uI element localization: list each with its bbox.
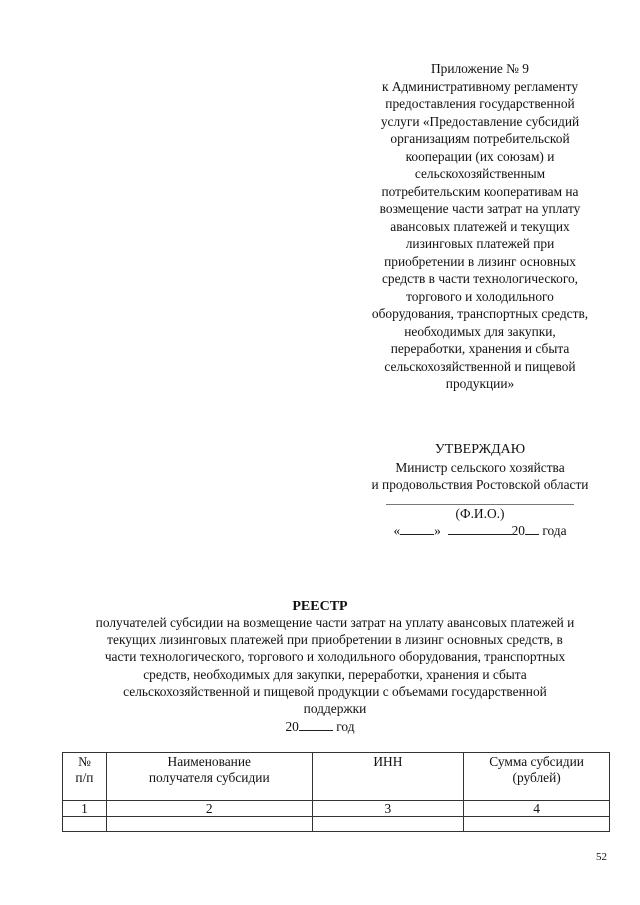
table-header-row bbox=[63, 753, 610, 801]
header-cell-name bbox=[106, 753, 312, 801]
year-suffix: год bbox=[336, 719, 355, 734]
registry-year bbox=[0, 718, 640, 735]
appendix-block bbox=[355, 60, 605, 393]
header-text: п/п bbox=[75, 770, 94, 785]
registry-description-line: сельскохозяйственной и пищевой продукции с объемами государственной bbox=[123, 683, 547, 699]
registry-table bbox=[62, 752, 610, 832]
column-number-cell: 2 bbox=[106, 801, 312, 817]
year-prefix: 20 bbox=[285, 719, 299, 734]
date-suffix: года bbox=[542, 523, 567, 538]
appendix-line: торгового и холодильного bbox=[406, 288, 554, 304]
header-text: получателя субсидии bbox=[148, 770, 270, 785]
header-cell-inn bbox=[312, 753, 464, 801]
registry-description-line: текущих лизинговых платежей при приобретении в лизинг основных средств, в bbox=[107, 632, 563, 648]
header-cell-number bbox=[63, 753, 107, 801]
year-blank bbox=[299, 718, 333, 731]
date-close-quote: » bbox=[434, 523, 441, 538]
registry-title: РЕЕСТР bbox=[292, 599, 348, 614]
page-number: 52 bbox=[596, 851, 607, 863]
appendix-line: сельскохозяйственной и пищевой bbox=[384, 358, 576, 374]
year-blank bbox=[525, 522, 539, 535]
appendix-line: возмещение части затрат на уплату bbox=[379, 201, 581, 216]
registry-description-line: получателей субсидии на возмещение части затрат на уплату авансовых платежей и bbox=[95, 615, 575, 630]
appendix-line: кооперации (их союзам) и bbox=[405, 148, 555, 164]
column-number-cell: 1 bbox=[63, 801, 107, 817]
approval-block bbox=[345, 441, 615, 540]
appendix-line: переработки, хранения и сбыта bbox=[390, 341, 570, 356]
registry-description-line: средств, необходимых для закупки, переработки, хранения и сбыта bbox=[143, 666, 527, 682]
appendix-line: предоставления государственной bbox=[385, 96, 575, 111]
header-text: № bbox=[78, 754, 91, 769]
date-year-prefix: 20 bbox=[511, 523, 525, 538]
appendix-line: лизинговых платежей при bbox=[405, 236, 555, 251]
table-cell bbox=[312, 817, 464, 832]
appendix-line: продукции» bbox=[445, 376, 515, 391]
header-text: ИНН bbox=[373, 754, 403, 769]
column-number-cell: 4 bbox=[464, 801, 610, 817]
appendix-line: авансовых платежей и текущих bbox=[390, 218, 570, 234]
header-text: Сумма субсидии bbox=[489, 754, 584, 769]
appendix-line: сельскохозяйственным bbox=[414, 166, 546, 181]
header-text: Наименование bbox=[167, 754, 251, 769]
approval-organization: и продовольствия Ростовской области bbox=[371, 477, 589, 492]
table-cell bbox=[106, 817, 312, 832]
registry-description bbox=[50, 614, 620, 717]
month-blank bbox=[448, 522, 512, 535]
approval-position: Министр сельского хозяйства bbox=[395, 459, 565, 475]
table-cell bbox=[63, 817, 107, 832]
table-cell bbox=[464, 817, 610, 832]
appendix-line: приобретении в лизинг основных bbox=[384, 253, 576, 269]
registry-description-line: поддержки bbox=[303, 701, 367, 717]
table-number-row bbox=[63, 801, 610, 817]
fio-label: (Ф.И.О.) bbox=[455, 505, 505, 521]
approval-date bbox=[345, 522, 615, 540]
registry-description-line: части технологического, торгового и холодильного оборудования, транспортных bbox=[104, 649, 566, 665]
header-text: (рублей) bbox=[512, 770, 561, 785]
appendix-line: организациям потребительской bbox=[390, 131, 570, 146]
day-blank bbox=[400, 522, 434, 535]
header-cell-amount bbox=[464, 753, 610, 801]
appendix-line: необходимых для закупки, bbox=[404, 323, 556, 339]
appendix-line: средств в части технологического, bbox=[381, 271, 579, 286]
approval-title: УТВЕРЖДАЮ bbox=[434, 442, 526, 457]
appendix-line: потребительским кооперативам на bbox=[381, 183, 579, 199]
appendix-line: услуги «Предоставление субсидий bbox=[380, 113, 580, 129]
appendix-line: к Административному регламенту bbox=[381, 78, 579, 94]
appendix-line: оборудования, транспортных средств, bbox=[371, 306, 589, 321]
date-open-quote: « bbox=[393, 523, 401, 538]
appendix-line: Приложение № 9 bbox=[430, 61, 530, 76]
table-row bbox=[63, 817, 610, 832]
column-number-cell: 3 bbox=[312, 801, 464, 817]
